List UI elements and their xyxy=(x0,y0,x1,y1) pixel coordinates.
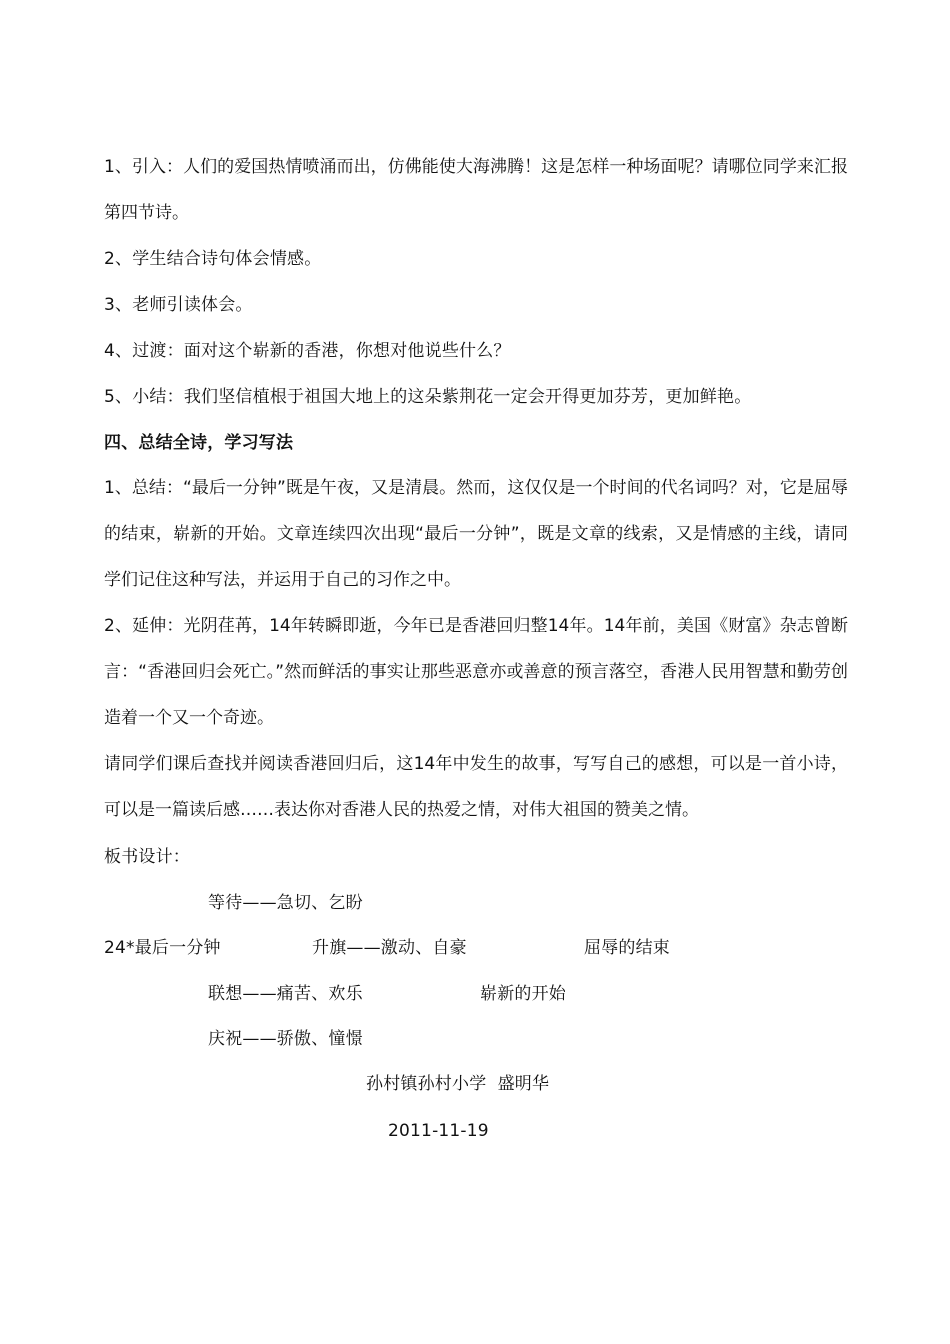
paragraph-homework: 请同学们课后查找并阅读香港回归后，这14年中发生的故事，写写自己的感想，可以是一首小诗，可以是一篇读后感……表达你对香港人民的热爱之情，对伟大祖国的赞美之情。 xyxy=(104,754,848,820)
item-intro: 1、引入：人们的爱国热情喷涌而出，仿佛能使大海沸腾！这是怎样一种场面呢？请哪位同学来汇报第四节诗。 xyxy=(104,157,848,223)
board-title: 24*最后一分钟 xyxy=(104,938,221,958)
board-end: 屈辱的结束 xyxy=(584,938,670,958)
item-student-feel: 2、学生结合诗句体会情感。 xyxy=(104,249,322,269)
item-summary-small: 5、小结：我们坚信植根于祖国大地上的这朵紫荆花一定会开得更加芬芳，更加鲜艳。 xyxy=(104,387,752,407)
section-heading: 四、总结全诗，学习写法 xyxy=(104,433,294,453)
board-raising: 升旗——激动、自豪 xyxy=(312,938,467,958)
board-celebration: 庆祝——骄傲、憧憬 xyxy=(208,1029,363,1049)
paragraph-summary: 1、总结：“最后一分钟”既是午夜，又是清晨。然而，这仅仅是一个时间的代名词吗？对，它是屈辱的结束，崭新的开始。文章连续四次出现“最后一分钟”，既是文章的线索，又是情感的主线，请同学们记住这种写法，并运用于自己的习作之中。 xyxy=(104,478,848,590)
item-teacher-lead: 3、老师引读体会。 xyxy=(104,295,253,315)
paragraph-extension: 2、延伸：光阴荏苒，14年转瞬即逝，今年已是香港回归整14年。14年前，美国《财富》杂志曾断言：“香港回归会死亡。”然而鲜活的事实让那些恶意亦或善意的预言落空，香港人民用智慧和勤劳创造着一个又一个奇迹。 xyxy=(104,616,848,728)
document-date: 2011-11-19 xyxy=(388,1121,489,1141)
board-association: 联想——痛苦、欢乐 xyxy=(208,984,363,1004)
author-signature: 孙村镇孙村小学 盛明华 xyxy=(366,1074,550,1094)
board-waiting: 等待——急切、乞盼 xyxy=(208,893,363,913)
item-transition: 4、过渡：面对这个崭新的香港，你想对他说些什么？ xyxy=(104,341,511,361)
board-design-label: 板书设计： xyxy=(104,847,190,867)
board-beginning: 崭新的开始 xyxy=(480,984,566,1004)
